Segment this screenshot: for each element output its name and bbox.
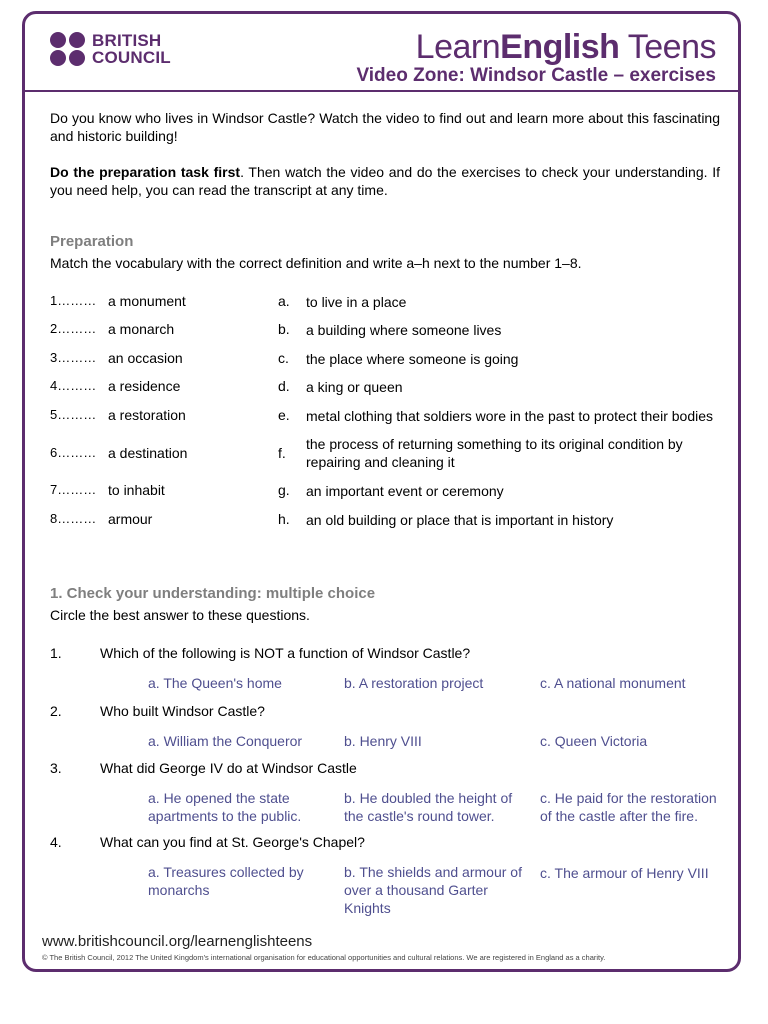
intro-rest: . Then watch the video and do the exercises to check your understanding. If you need help, you can read the transcript at any time. bbox=[50, 164, 720, 198]
definition-letter: f. bbox=[278, 445, 286, 461]
vocab-word: a monarch bbox=[108, 321, 175, 337]
brand-teens: Teens bbox=[619, 28, 716, 66]
vocab-number[interactable]: 2……… bbox=[50, 321, 97, 336]
vocab-word: to inhabit bbox=[108, 482, 165, 498]
definition-text: the process of returning something to its original condition by repairing and cleaning it bbox=[306, 436, 683, 470]
logo-dots-icon bbox=[50, 32, 88, 68]
answer-option[interactable]: c. The armour of Henry VIII bbox=[540, 865, 709, 881]
question-text: What did George IV do at Windsor Castle bbox=[100, 760, 357, 776]
answer-option[interactable]: b. A restoration project bbox=[344, 675, 484, 691]
answer-option[interactable]: c. Queen Victoria bbox=[540, 733, 648, 749]
answer-option[interactable]: a. Treasures collected by monarchs bbox=[148, 864, 304, 898]
vocab-number[interactable]: 3……… bbox=[50, 350, 97, 365]
definition-text: a building where someone lives bbox=[306, 322, 502, 338]
definition-text: metal clothing that soldiers wore in the past to protect their bodies bbox=[306, 408, 713, 424]
vocab-number[interactable]: 1……… bbox=[50, 293, 97, 308]
brand-english: English bbox=[500, 28, 620, 66]
definition-letter: b. bbox=[278, 321, 290, 337]
preparation-instruction: Match the vocabulary with the correct definition and write a–h next to the number 1–8. bbox=[50, 255, 582, 271]
vocab-word: a residence bbox=[108, 378, 181, 394]
question-text: Which of the following is NOT a function of Windsor Castle? bbox=[100, 645, 471, 661]
intro-instruction bbox=[50, 163, 720, 199]
logo-line1: BRITISH bbox=[92, 31, 162, 50]
preparation-heading: Preparation bbox=[50, 233, 134, 250]
header-divider bbox=[22, 90, 741, 92]
definition-letter: c. bbox=[278, 350, 289, 366]
definition-letter: h. bbox=[278, 511, 290, 527]
definition-text: to live in a place bbox=[306, 294, 407, 310]
definition-text: the place where someone is going bbox=[306, 351, 519, 367]
vocab-number[interactable]: 6……… bbox=[50, 445, 97, 460]
question-number: 2. bbox=[50, 703, 62, 719]
definition-letter: e. bbox=[278, 407, 290, 423]
answer-option[interactable]: a. He opened the state apartments to the public. bbox=[148, 790, 302, 824]
exercise1-heading: 1. Check your understanding: multiple choice bbox=[50, 585, 376, 602]
british-council-logo bbox=[50, 32, 180, 68]
learnenglish-teens-brand bbox=[416, 28, 716, 66]
definition-letter: d. bbox=[278, 378, 290, 394]
definition-text: an important event or ceremony bbox=[306, 483, 504, 499]
vocab-word: a restoration bbox=[108, 407, 186, 423]
vocab-word: armour bbox=[108, 511, 153, 527]
question-number: 3. bbox=[50, 760, 62, 776]
vocab-number[interactable]: 7……… bbox=[50, 482, 97, 497]
intro-bold: Do the preparation task first bbox=[50, 164, 241, 180]
answer-option[interactable]: b. Henry VIII bbox=[344, 733, 422, 749]
logo-text bbox=[92, 32, 171, 66]
vocab-word: a monument bbox=[108, 293, 186, 309]
definition-text: a king or queen bbox=[306, 379, 403, 395]
vocab-word: a destination bbox=[108, 445, 188, 461]
footer-copyright: © The British Council, 2012 The United Kingdom's international organisation for educational opportunities and cultural relations. We are registered in England as a charity. bbox=[42, 953, 606, 962]
answer-option[interactable]: b. The shields and armour of over a thousand Garter Knights bbox=[344, 864, 522, 916]
answer-option[interactable]: a. William the Conqueror bbox=[148, 733, 303, 749]
footer-url[interactable]: www.britishcouncil.org/learnenglishteens bbox=[42, 933, 313, 950]
brand-learn: Learn bbox=[415, 28, 501, 66]
logo-line2: COUNCIL bbox=[92, 48, 171, 67]
exercise1-instruction: Circle the best answer to these questions. bbox=[50, 607, 310, 623]
answer-option[interactable]: b. He doubled the height of the castle's round tower. bbox=[344, 790, 513, 824]
intro-paragraph: Do you know who lives in Windsor Castle? Watch the video to find out and learn more about this fascinating and historic building! bbox=[50, 110, 720, 144]
question-number: 4. bbox=[50, 834, 62, 850]
page-title: Video Zone: Windsor Castle – exercises bbox=[356, 65, 716, 86]
vocab-number[interactable]: 5……… bbox=[50, 407, 97, 422]
question-number: 1. bbox=[50, 645, 62, 661]
question-text: Who built Windsor Castle? bbox=[100, 703, 265, 719]
vocab-number[interactable]: 8……… bbox=[50, 511, 97, 526]
definition-letter: g. bbox=[278, 482, 290, 498]
definition-text: an old building or place that is important in history bbox=[306, 512, 614, 528]
answer-option[interactable]: c. He paid for the restoration of the castle after the fire. bbox=[540, 790, 717, 824]
answer-option[interactable]: a. The Queen's home bbox=[148, 675, 282, 691]
question-text: What can you find at St. George's Chapel? bbox=[100, 834, 365, 850]
vocab-number[interactable]: 4……… bbox=[50, 378, 97, 393]
vocab-word: an occasion bbox=[108, 350, 183, 366]
answer-option[interactable]: c. A national monument bbox=[540, 675, 686, 691]
definition-letter: a. bbox=[278, 293, 290, 309]
